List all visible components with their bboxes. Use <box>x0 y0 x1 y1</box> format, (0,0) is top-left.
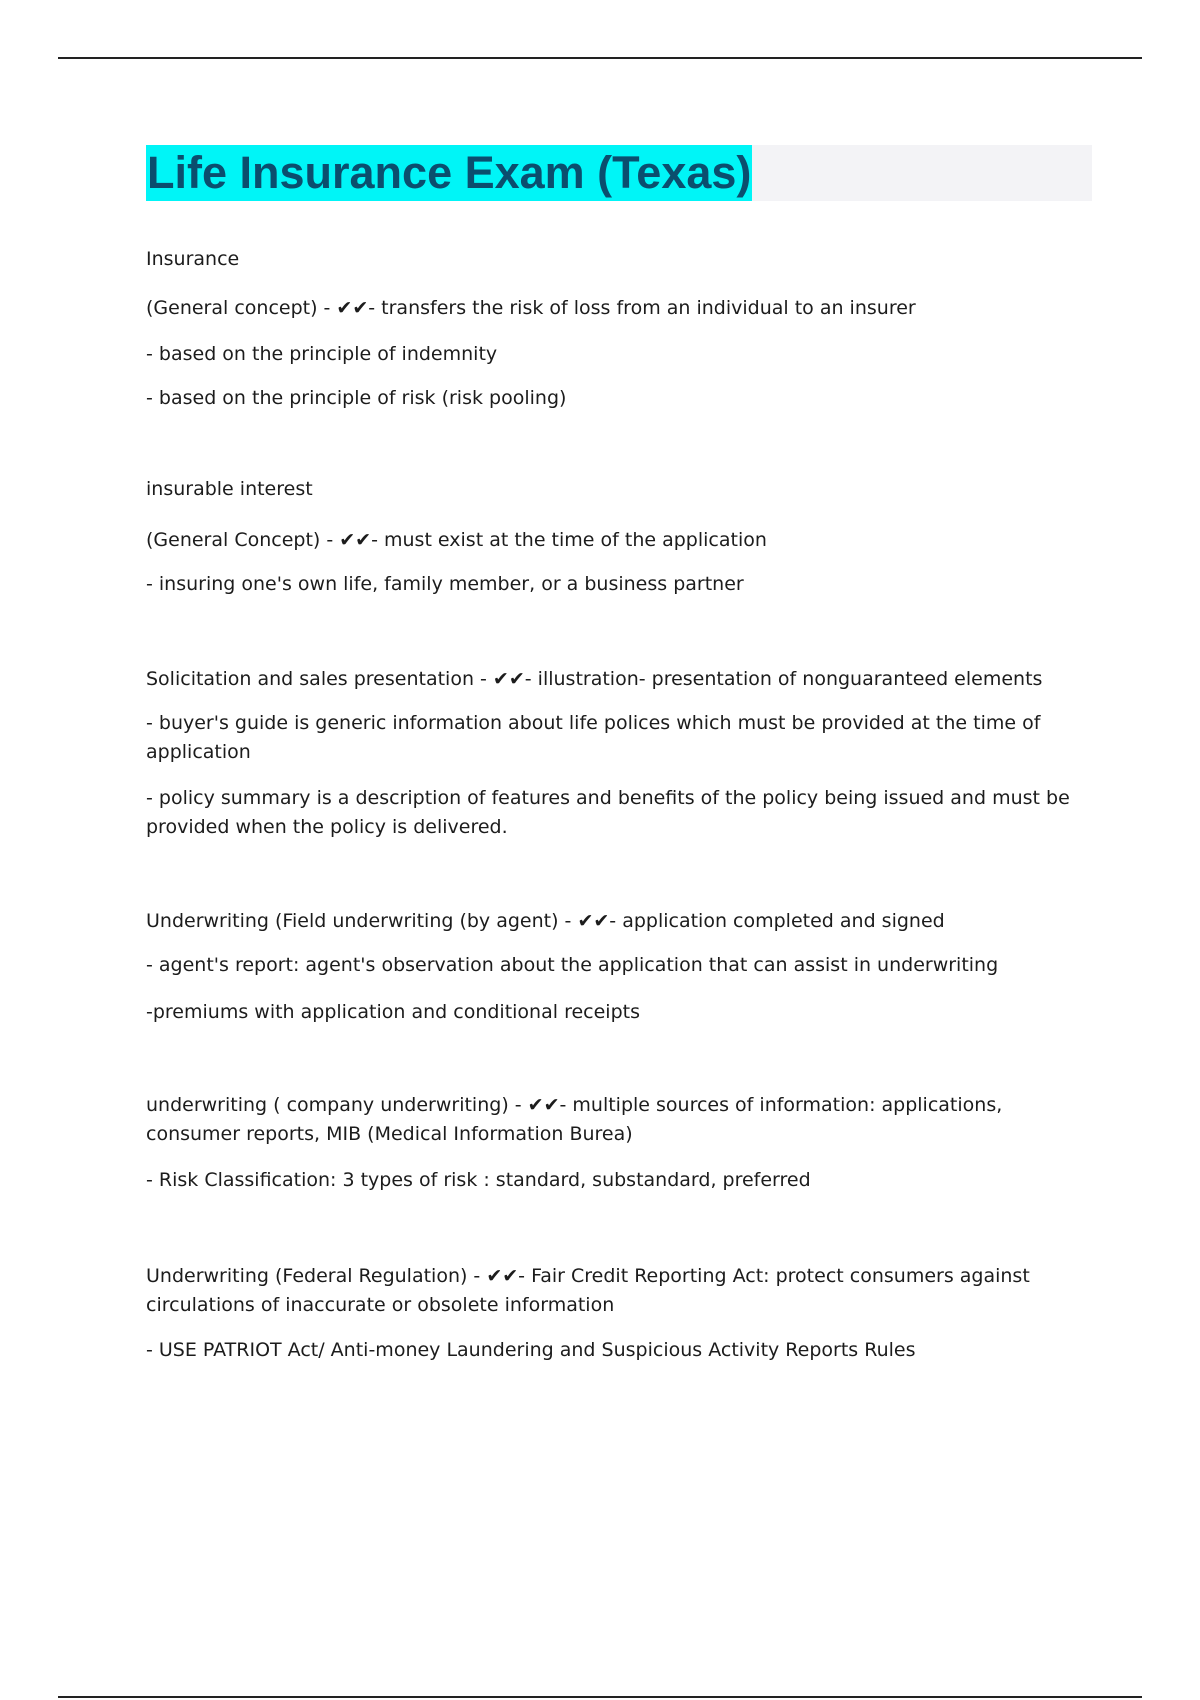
term-solicitation: Solicitation and sales presentation - ✔✔- illustration- presentation of nonguaranteed elements <box>146 668 1043 690</box>
definition-line: - based on the principle of indemnity <box>146 343 498 365</box>
definition-line: (General concept) - ✔✔- transfers the risk of loss from an individual to an insurer <box>146 297 916 319</box>
definition-line: - agent's report: agent's observation about the application that can assist in underwriting <box>146 954 999 976</box>
term-company-underwriting: underwriting ( company underwriting) - ✔✔- multiple sources of information: applications, consumer reports, MIB (Medical Information Burea) <box>146 1094 1003 1145</box>
definition-line: - based on the principle of risk (risk pooling) <box>146 387 567 409</box>
document-title: Life Insurance Exam (Texas) <box>146 145 752 201</box>
definition-line: (General Concept) - ✔✔- must exist at the time of the application <box>146 529 767 551</box>
definition-line: - policy summary is a description of features and benefits of the policy being issued and must be provided when the policy is delivered. <box>146 787 1070 838</box>
definition-line: - USE PATRIOT Act/ Anti-money Laundering and Suspicious Activity Reports Rules <box>146 1339 916 1361</box>
definition-line: - insuring one's own life, family member, or a business partner <box>146 573 744 595</box>
footer-rule <box>58 1696 1142 1698</box>
header-rule <box>58 57 1142 59</box>
term-insurable-interest: insurable interest <box>146 478 313 500</box>
definition-line: - Risk Classification: 3 types of risk : standard, substandard, preferred <box>146 1169 811 1191</box>
term-federal-regulation: Underwriting (Federal Regulation) - ✔✔- Fair Credit Reporting Act: protect consumers against circulations of inaccurate or obsolete information <box>146 1265 1030 1316</box>
term-field-underwriting: Underwriting (Field underwriting (by agent) - ✔✔- application completed and signed <box>146 910 945 932</box>
term-insurance: Insurance <box>146 248 240 270</box>
definition-line: - buyer's guide is generic information about life polices which must be provided at the time of application <box>146 712 1041 763</box>
definition-line: -premiums with application and conditional receipts <box>146 1001 640 1023</box>
